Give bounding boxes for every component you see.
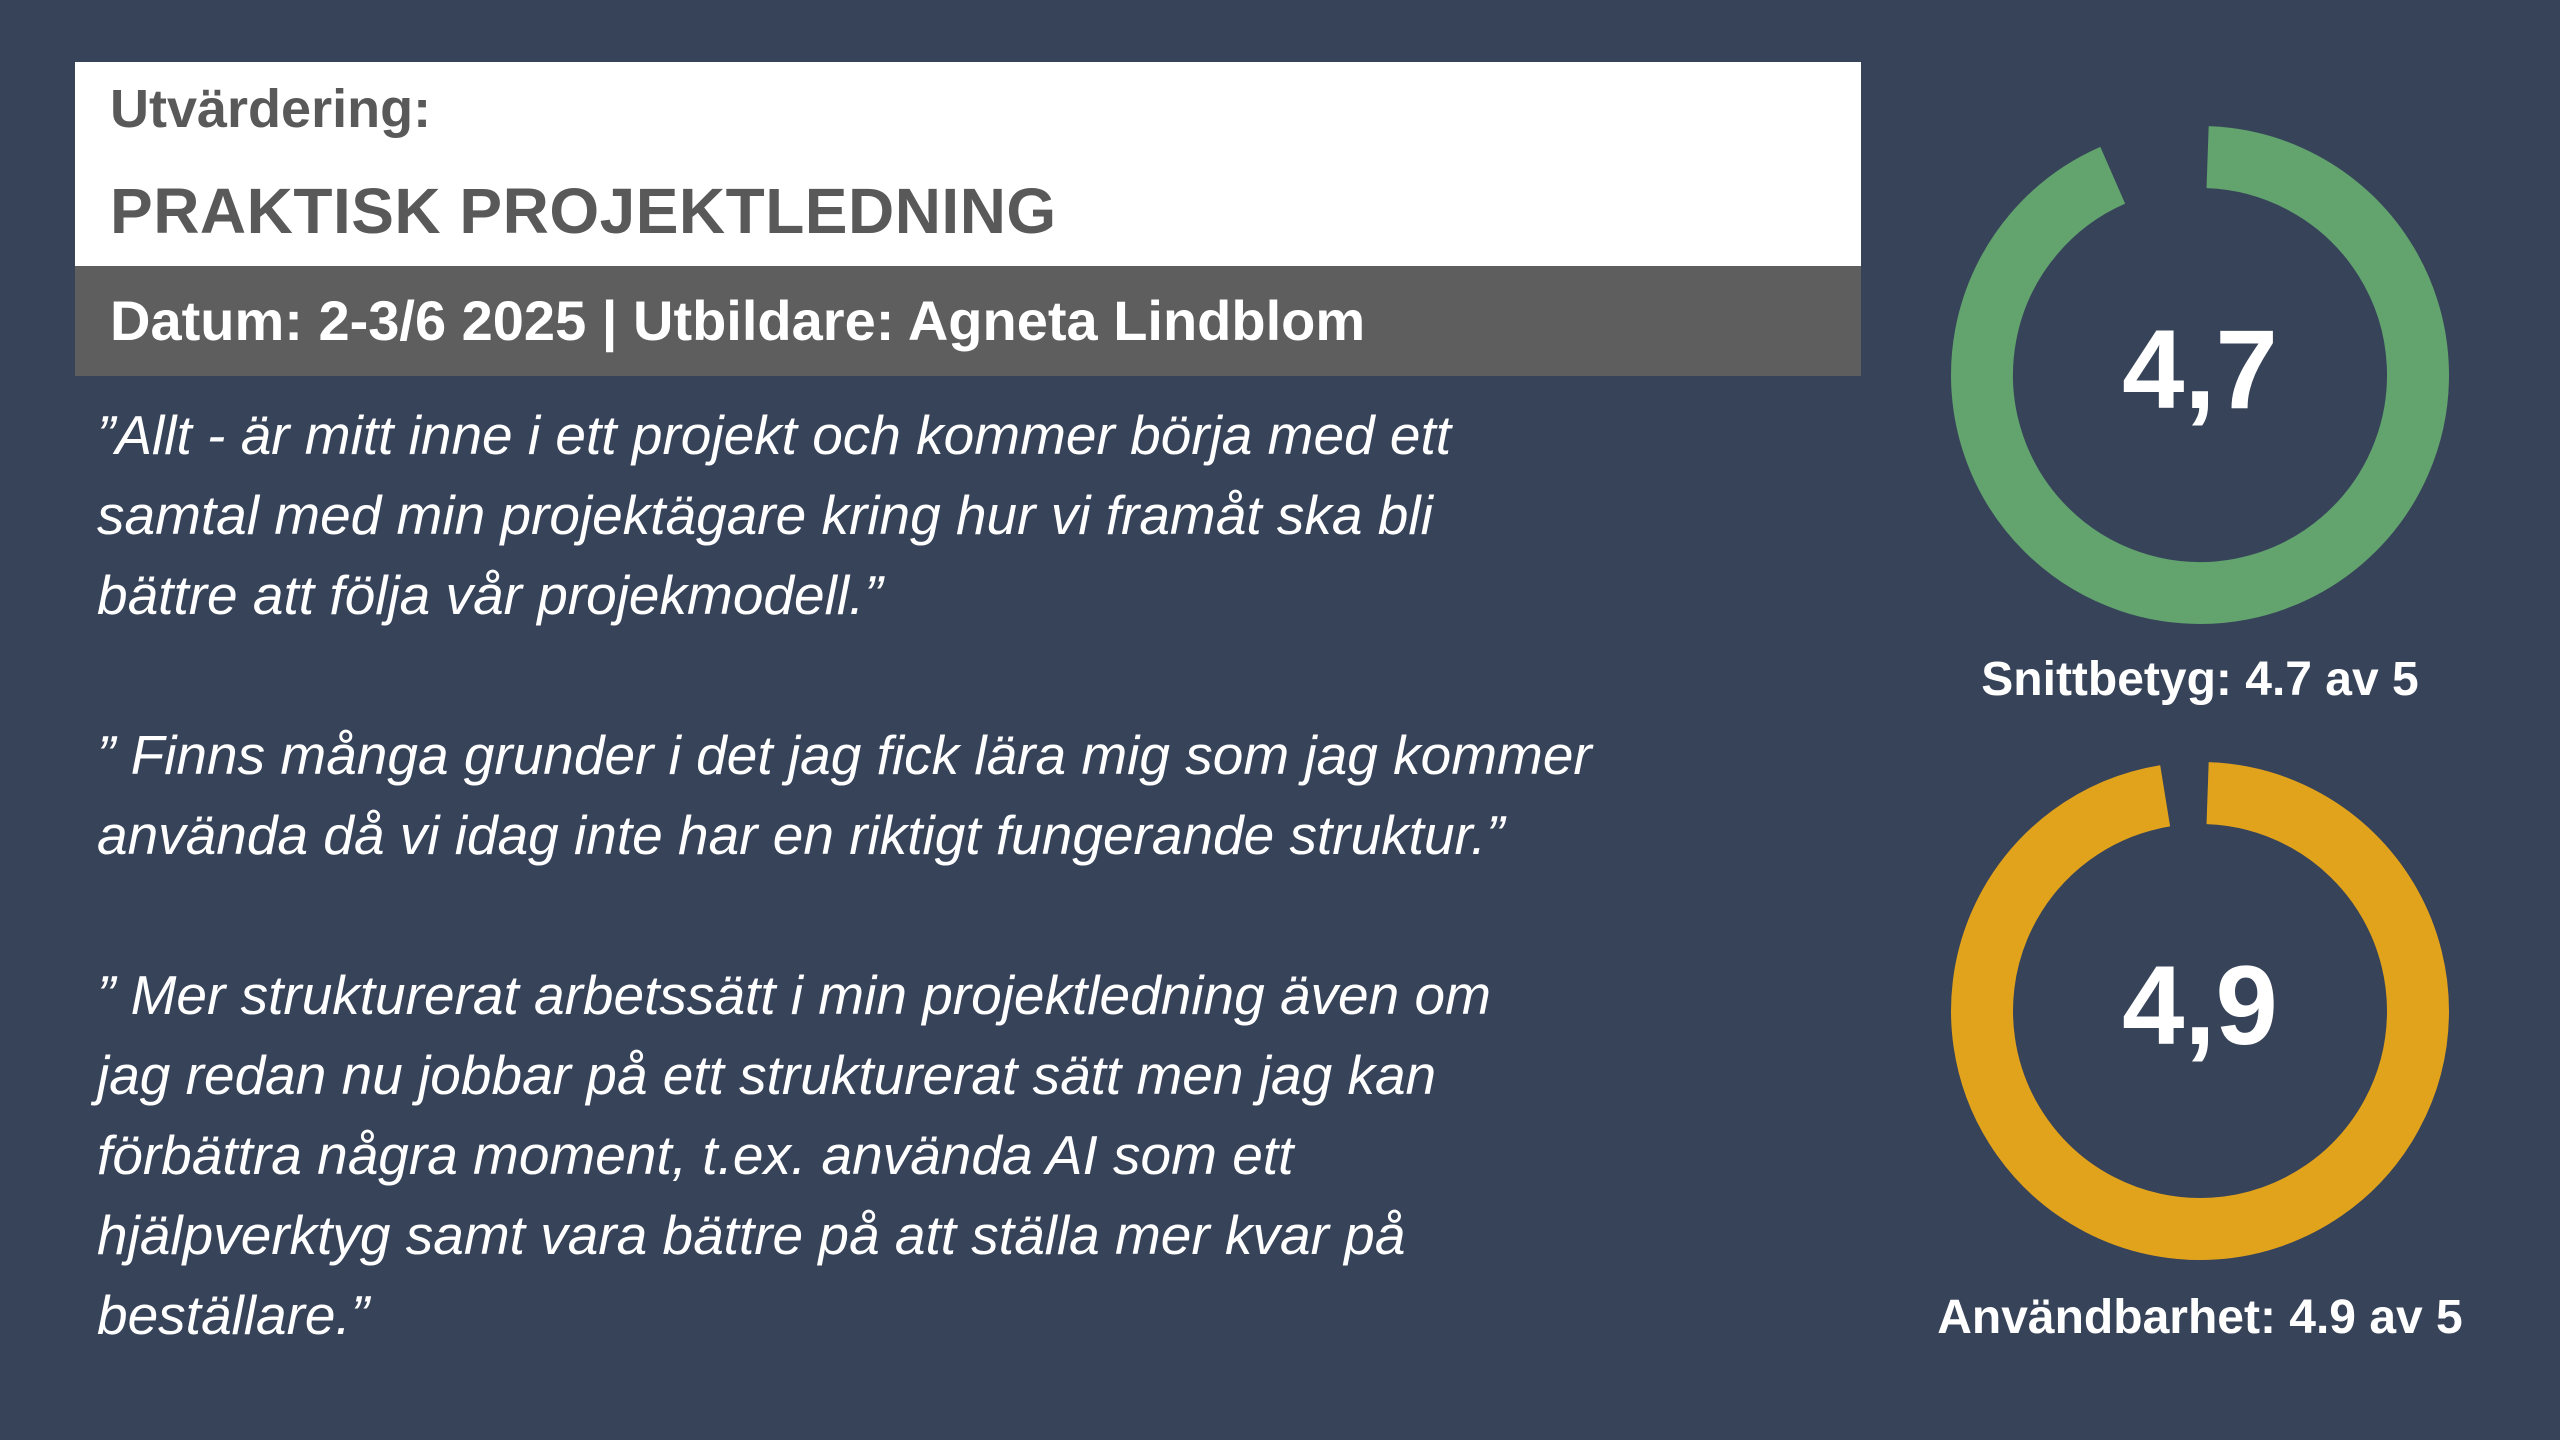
quote: ”Allt - är mitt inne i ett projekt och kommer börja med ett samtal med min projektägare kring hur vi framåt ska bli bättre att följa vår projekmodell.”	[97, 404, 1452, 626]
rating-value: 4,7	[2122, 307, 2278, 432]
quote: ” Mer strukturerat arbetssätt i min projektledning även om jag redan nu jobbar på ett strukturerat sätt men jag kan förbättra några moment, t.ex. använda AI som ett hjälpverktyg samt vara bättre på att ställa mer kvar på beställare.”	[97, 964, 1491, 1346]
quotes-section	[97, 395, 1837, 1435]
course-title: PRAKTISK PROJEKTLEDNING	[110, 175, 1057, 247]
usability-donut-chart	[1950, 761, 2450, 1261]
rating-caption: Snittbetyg: 4.7 av 5	[1981, 653, 2419, 706]
rating-donut-chart	[1950, 125, 2450, 625]
quote: ” Finns många grunder i det jag fick lära mig som jag kommer använda då vi idag inte har en riktigt fungerande struktur.”	[97, 724, 1592, 866]
date-bar	[75, 266, 1861, 376]
usability-value: 4,9	[2122, 943, 2278, 1068]
header-label: Utvärdering:	[110, 79, 432, 139]
usability-caption: Användbarhet: 4.9 av 5	[1937, 1291, 2463, 1344]
header-box	[75, 62, 1861, 266]
date-instructor-line: Datum: 2-3/6 2025 | Utbildare: Agneta Lindblom	[110, 289, 1366, 352]
